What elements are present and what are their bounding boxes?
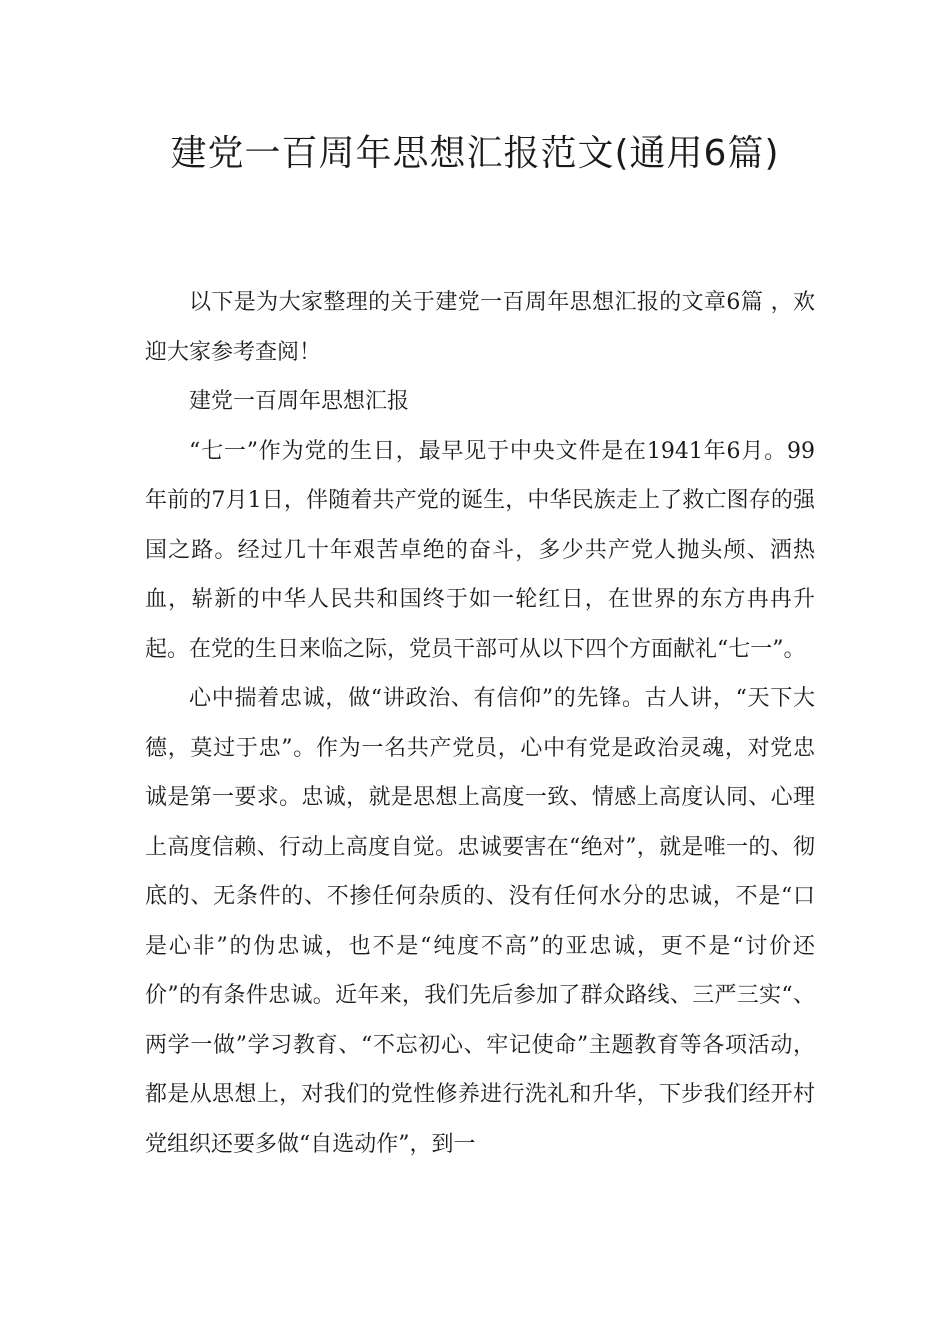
document-body	[145, 278, 815, 1169]
document-title: 建党一百周年思想汇报范文(通用6篇)	[170, 133, 780, 174]
paragraph-intro: 以下是为大家整理的关于建党一百周年思想汇报的文章6篇 ，欢迎大家参考查阅！	[145, 290, 815, 365]
paragraph-subtitle: 建党一百周年思想汇报	[189, 389, 410, 414]
paragraph-loyalty: 心中揣着忠诚，做“讲政治、有信仰”的先锋。古人讲，“天下大德，莫过于忠”。作为一名共产党员，心中有党是政治灵魂，对党忠诚是第一要求。忠诚，就是思想上高度一致、情感上高度认同、心理上高度信赖、行动上高度自觉。忠诚要害在“绝对”，就是唯一的、彻底的、无条件的、不掺任何杂质的、没有任何水分的忠诚，不是“口是心非”的伪忠诚，也不是“纯度不高”的亚忠诚，更不是“讨价还价”的有条件忠诚。近年来，我们先后参加了群众路线、三严三实“、两学一做”学习教育、“不忘初心、牢记使命”主题教育等各项活动，都是从思想上，对我们的党性修养进行洗礼和升华，下步我们经开村党组织还要多做“自选动作”，到一	[145, 686, 815, 1157]
paragraph-qiyi: “七一”作为党的生日，最早见于中央文件是在1941年6月。99年前的7月1日，伴随着共产党的诞生，中华民族走上了救亡图存的强国之路。经过几十年艰苦卓绝的奋斗，多少共产党人抛头颅、洒热血，崭新的中华人民共和国终于如一轮红日，在世界的东方冉冉升起。在党的生日来临之际，党员干部可从以下四个方面献礼“七一”。	[145, 438, 815, 662]
